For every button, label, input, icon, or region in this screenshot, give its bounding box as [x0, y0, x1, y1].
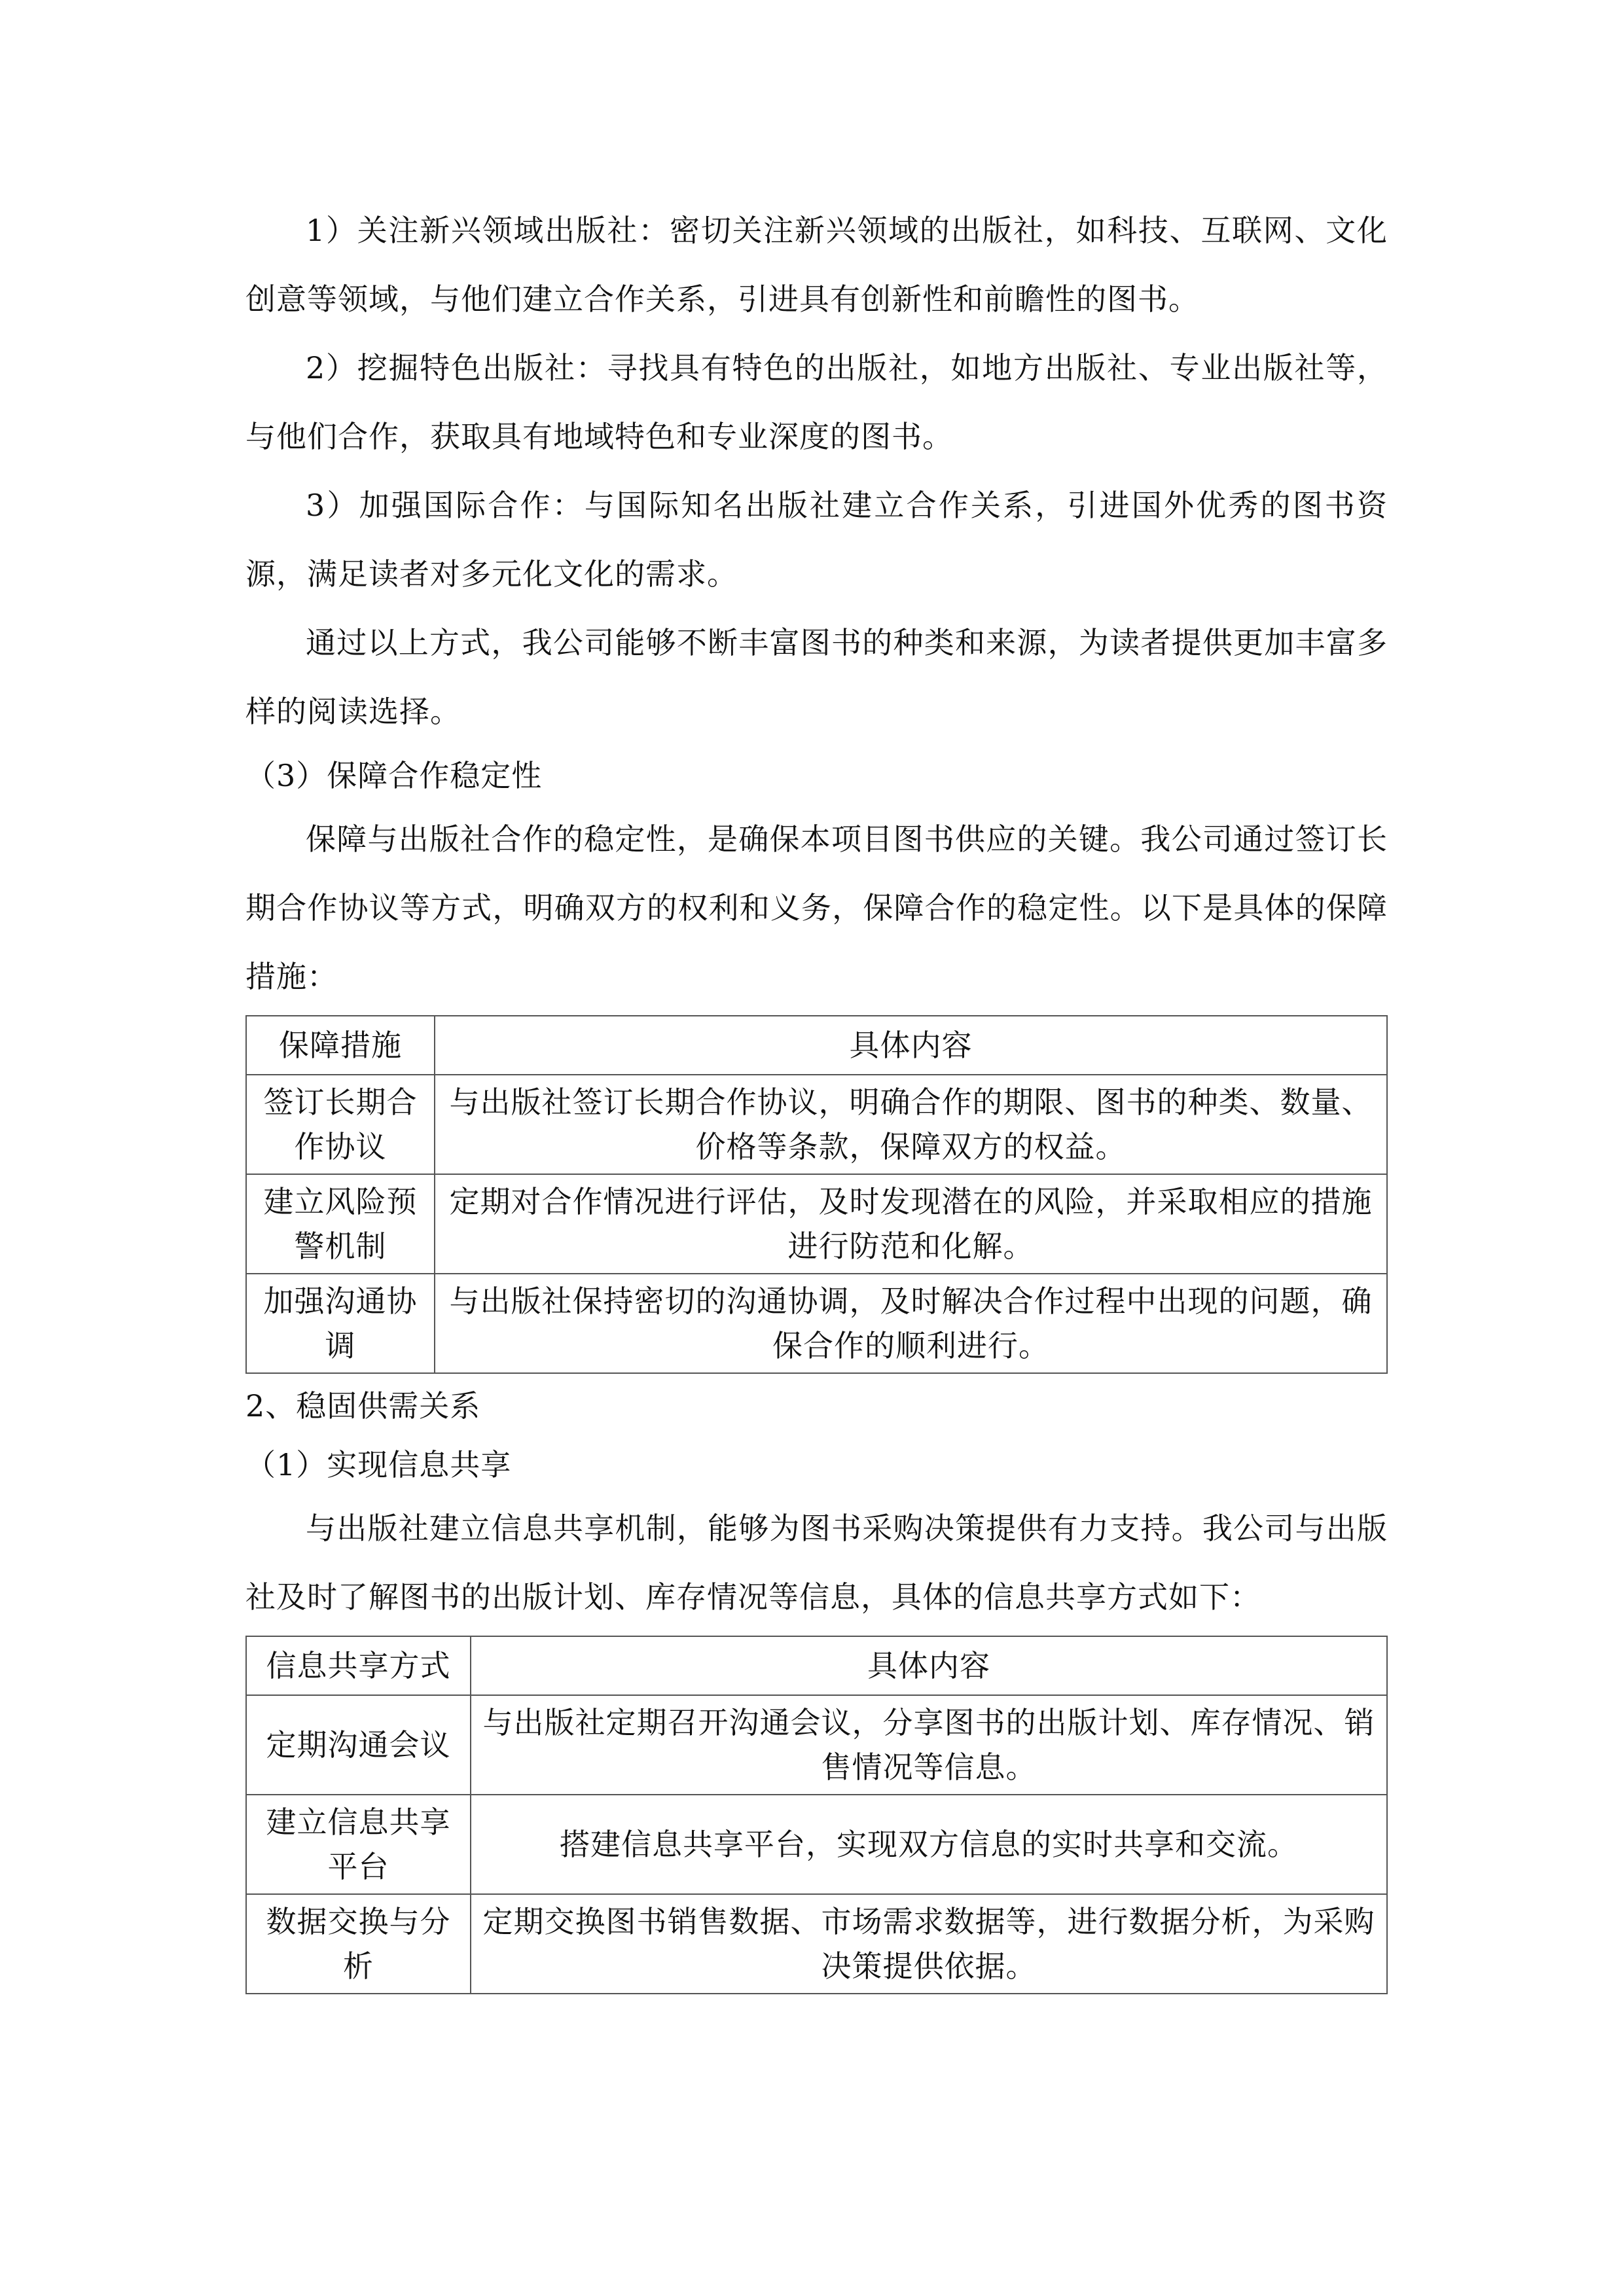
- paragraph-featured-publishers: 2）挖掘特色出版社：寻找具有特色的出版社，如地方出版社、专业出版社等，与他们合作，获取具有地域特色和专业深度的图书。: [245, 350, 1388, 454]
- paragraph-info-sharing-intro: 与出版社建立信息共享机制，能够为图书采购决策提供有力支持。我公司与出版社及时了解图书的出版计划、库存情况等信息，具体的信息共享方式如下：: [245, 1511, 1388, 1615]
- table-cell-content: 定期交换图书销售数据、市场需求数据等，进行数据分析，为采购决策提供依据。: [471, 1894, 1387, 1994]
- section-heading-supply-demand: 2、稳固供需关系: [245, 1388, 481, 1424]
- table-header-row: [246, 1636, 1387, 1695]
- table-cell-content: 与出版社定期召开沟通会议，分享图书的出版计划、库存情况、销售情况等信息。: [471, 1695, 1387, 1795]
- table-header-cell: 具体内容: [471, 1636, 1387, 1695]
- table-header-cell: 具体内容: [435, 1016, 1387, 1075]
- paragraph-summary: 通过以上方式，我公司能够不断丰富图书的种类和来源，为读者提供更加丰富多样的阅读选择。: [245, 625, 1388, 729]
- table-cell-content: 与出版社保持密切的沟通协调，及时解决合作过程中出现的问题，确保合作的顺利进行。: [435, 1274, 1387, 1373]
- paragraph-international-cooperation: 3）加强国际合作：与国际知名出版社建立合作关系，引进国外优秀的图书资源，满足读者对多元化文化的需求。: [245, 488, 1388, 592]
- table-header-cell: 信息共享方式: [246, 1636, 471, 1695]
- table-row: [246, 1174, 1387, 1274]
- table-row: [246, 1274, 1387, 1373]
- table-row: [246, 1075, 1387, 1174]
- document-page: [245, 196, 1388, 1997]
- table-cell-measure: 建立风险预警机制: [246, 1174, 435, 1274]
- table-cell-content: 与出版社签订长期合作协议，明确合作的期限、图书的种类、数量、价格等条款，保障双方的权益。: [435, 1075, 1387, 1174]
- subsection-heading-info-sharing: （1）实现信息共享: [245, 1447, 512, 1482]
- table-cell-method: 建立信息共享平台: [246, 1795, 471, 1894]
- table-header-cell: 保障措施: [246, 1016, 435, 1075]
- table-header-row: [246, 1016, 1387, 1075]
- paragraph-new-field-publishers: 1）关注新兴领域出版社：密切关注新兴领域的出版社，如科技、互联网、文化创意等领域，与他们建立合作关系，引进具有创新性和前瞻性的图书。: [245, 213, 1388, 317]
- table-row: [246, 1894, 1387, 1994]
- table-cell-method: 数据交换与分析: [246, 1894, 471, 1994]
- paragraph-stability-intro: 保障与出版社合作的稳定性，是确保本项目图书供应的关键。我公司通过签订长期合作协议等方式，明确双方的权利和义务，保障合作的稳定性。以下是具体的保障措施：: [245, 821, 1388, 994]
- table-cell-method: 定期沟通会议: [246, 1695, 471, 1795]
- table-cell-content: 搭建信息共享平台，实现双方信息的实时共享和交流。: [471, 1795, 1387, 1894]
- table-row: [246, 1795, 1387, 1894]
- table-cell-content: 定期对合作情况进行评估，及时发现潜在的风险，并采取相应的措施进行防范和化解。: [435, 1174, 1387, 1274]
- info-sharing-table: [245, 1636, 1388, 1994]
- table-cell-measure: 签订长期合作协议: [246, 1075, 435, 1174]
- table-row: [246, 1695, 1387, 1795]
- section-heading-cooperation-stability: （3）保障合作稳定性: [245, 758, 543, 793]
- guarantee-measures-table: [245, 1015, 1388, 1374]
- table-cell-measure: 加强沟通协调: [246, 1274, 435, 1373]
